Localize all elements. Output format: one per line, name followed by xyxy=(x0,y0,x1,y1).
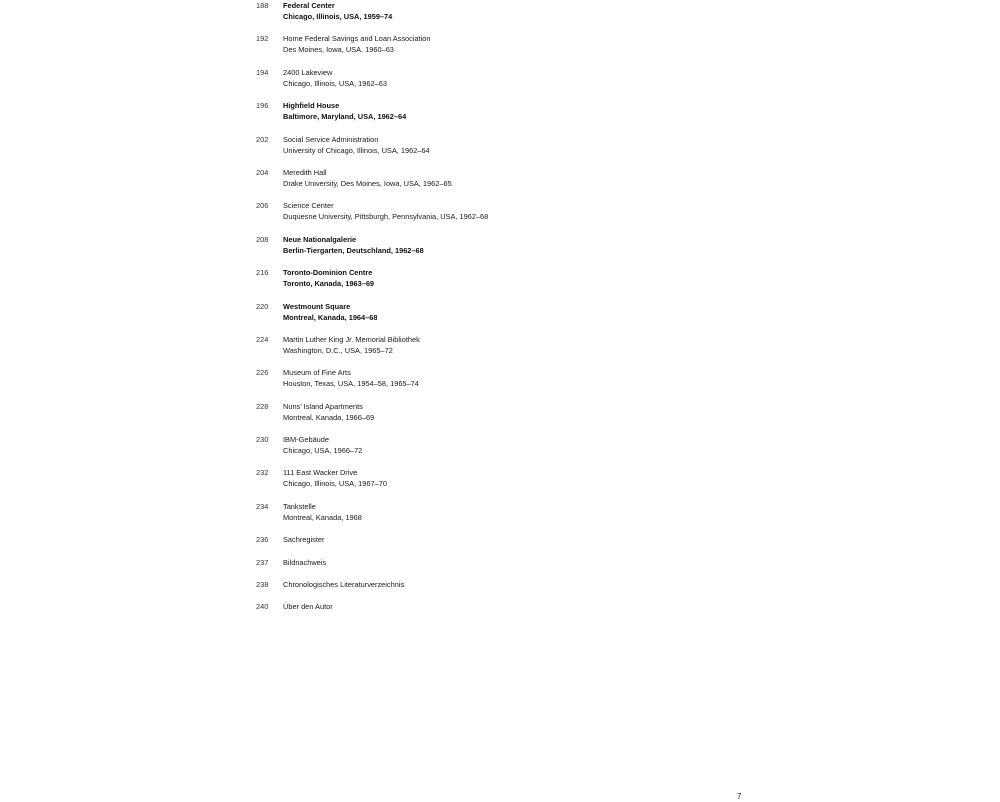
toc-entry-text xyxy=(283,557,326,568)
toc-entry xyxy=(256,301,676,334)
toc-page-number: 196 xyxy=(256,101,269,111)
toc-page-number: 240 xyxy=(256,602,269,612)
toc-entry xyxy=(256,534,676,556)
toc-entry-detail: Chicago, USA, 1966–72 xyxy=(283,446,363,456)
toc-entry xyxy=(256,601,676,623)
toc-entry-detail: Montreal, Kanada, 1968 xyxy=(283,512,362,522)
toc-page-number: 208 xyxy=(256,234,269,244)
toc-entry-title: Federal Center xyxy=(283,1,335,10)
toc-entry-text xyxy=(283,501,362,523)
toc-entry-text xyxy=(283,0,392,22)
toc-page-number: 228 xyxy=(256,401,269,411)
toc-page-number: 202 xyxy=(256,134,269,144)
toc-entry-title: Westmount Square xyxy=(283,301,351,311)
toc-entry-detail: Montreal, Kanada, 1966–69 xyxy=(283,412,375,422)
toc-entry-detail: Des Moines, Iowa, USA, 1960–63 xyxy=(283,45,394,55)
toc-entry xyxy=(256,67,676,100)
toc-entry-title: IBM-Gebäude xyxy=(283,435,330,445)
toc-entry xyxy=(256,200,676,233)
table-of-contents xyxy=(256,0,676,624)
toc-page-number: 234 xyxy=(256,501,269,511)
toc-entry-title: Museum of Fine Arts xyxy=(283,368,351,378)
toc-entry-title: Neue Nationalgalerie xyxy=(283,234,357,244)
toc-entry-detail: Berlin-Tiergarten, Deutschland, 1962–68 xyxy=(283,245,424,255)
toc-entry-text xyxy=(283,534,325,545)
toc-entry-detail: Baltimore, Maryland, USA, 1962–64 xyxy=(283,112,407,122)
toc-page-number: 192 xyxy=(256,34,269,44)
toc-page-number: 232 xyxy=(256,468,269,478)
toc-entry-title: Social Service Administration xyxy=(283,134,379,144)
toc-entry-text xyxy=(283,601,333,612)
toc-page-number: 237 xyxy=(256,557,269,567)
toc-entry xyxy=(256,467,676,500)
toc-page-number: 224 xyxy=(256,334,269,344)
toc-page-number: 206 xyxy=(256,201,269,211)
toc-entry xyxy=(256,501,676,534)
toc-entry-text xyxy=(283,67,387,89)
toc-entry xyxy=(256,557,676,579)
toc-entry-text xyxy=(283,301,377,323)
toc-page-number: 194 xyxy=(256,67,269,77)
toc-page-number: 226 xyxy=(256,368,269,378)
toc-entry-detail: Washington, D.C., USA, 1965–72 xyxy=(283,345,393,355)
toc-entry-title: Science Center xyxy=(283,201,334,211)
toc-entry-title: 111 East Wacker Drive xyxy=(283,468,358,478)
toc-entry-text xyxy=(283,167,452,189)
toc-entry-title: Home Federal Savings and Loan Association xyxy=(283,34,431,44)
toc-page-number: 188 xyxy=(256,1,269,10)
toc-entry-detail: Toronto, Kanada, 1963–69 xyxy=(283,279,375,289)
toc-entry-text xyxy=(283,33,431,55)
toc-entry-title: 2400 Lakeview xyxy=(283,67,333,77)
toc-entry-text xyxy=(283,467,387,489)
toc-entry-text xyxy=(283,579,404,590)
toc-entry-title: Tankstelle xyxy=(283,501,316,511)
toc-entry xyxy=(256,100,676,133)
toc-page-number: 204 xyxy=(256,167,269,177)
toc-page-number: 236 xyxy=(256,535,269,545)
toc-entry xyxy=(256,401,676,434)
toc-entry-detail: Chicago, Illinois, USA, 1962–63 xyxy=(283,78,387,88)
toc-entry xyxy=(256,579,676,601)
toc-page-number: 238 xyxy=(256,580,269,590)
toc-entry xyxy=(256,434,676,467)
toc-entry-text xyxy=(283,367,419,389)
toc-entry-title: Über den Autor xyxy=(283,602,333,612)
toc-entry-text xyxy=(283,134,430,156)
toc-entry-title: Meredith Hall xyxy=(283,167,327,177)
toc-entry xyxy=(256,134,676,167)
toc-entry-title: Chronologisches Literaturverzeichnis xyxy=(283,580,405,590)
toc-entry xyxy=(256,167,676,200)
toc-entry xyxy=(256,33,676,66)
toc-page-number: 216 xyxy=(256,268,269,278)
toc-entry-text xyxy=(283,401,374,423)
toc-entry-text xyxy=(283,200,488,222)
toc-entry xyxy=(256,334,676,367)
toc-entry xyxy=(256,0,676,33)
toc-entry-detail: Chicago, Illinois, USA, 1967–70 xyxy=(283,479,387,489)
toc-entry xyxy=(256,267,676,300)
toc-entry xyxy=(256,234,676,267)
toc-entry-text xyxy=(283,100,406,122)
toc-entry-detail: Drake University, Des Moines, Iowa, USA, 1962–65 xyxy=(283,178,452,188)
toc-entry-title: Nuns’ Island Apartments xyxy=(283,401,363,411)
toc-entry-text xyxy=(283,234,424,256)
toc-entry xyxy=(256,367,676,400)
toc-entry-detail: Duquesne University, Pittsburgh, Pennsylvania, USA, 1962–68 xyxy=(283,212,489,222)
toc-page-number: 220 xyxy=(256,301,269,311)
toc-page-number: 230 xyxy=(256,435,269,445)
toc-entry-detail: Chicago, Illinois, USA, 1959–74 xyxy=(283,12,393,21)
toc-entry-title: Toronto-Dominion Centre xyxy=(283,268,373,278)
toc-entry-detail: Montreal, Kanada, 1964–68 xyxy=(283,312,378,322)
toc-entry-text xyxy=(283,434,362,456)
toc-entry-title: Sachregister xyxy=(283,535,325,545)
page-number: 7 xyxy=(737,792,742,801)
toc-entry-title: Highfield House xyxy=(283,101,340,111)
toc-entry-title: Martin Luther King Jr. Memorial Bibliothek xyxy=(283,334,420,344)
toc-entry-title: Bildnachweis xyxy=(283,557,327,567)
toc-entry-detail: Houston, Texas, USA, 1954–58, 1965–74 xyxy=(283,379,419,389)
toc-entry-text xyxy=(283,334,420,356)
toc-entry-text xyxy=(283,267,374,289)
toc-entry-detail: University of Chicago, Illinois, USA, 1962–64 xyxy=(283,145,430,155)
